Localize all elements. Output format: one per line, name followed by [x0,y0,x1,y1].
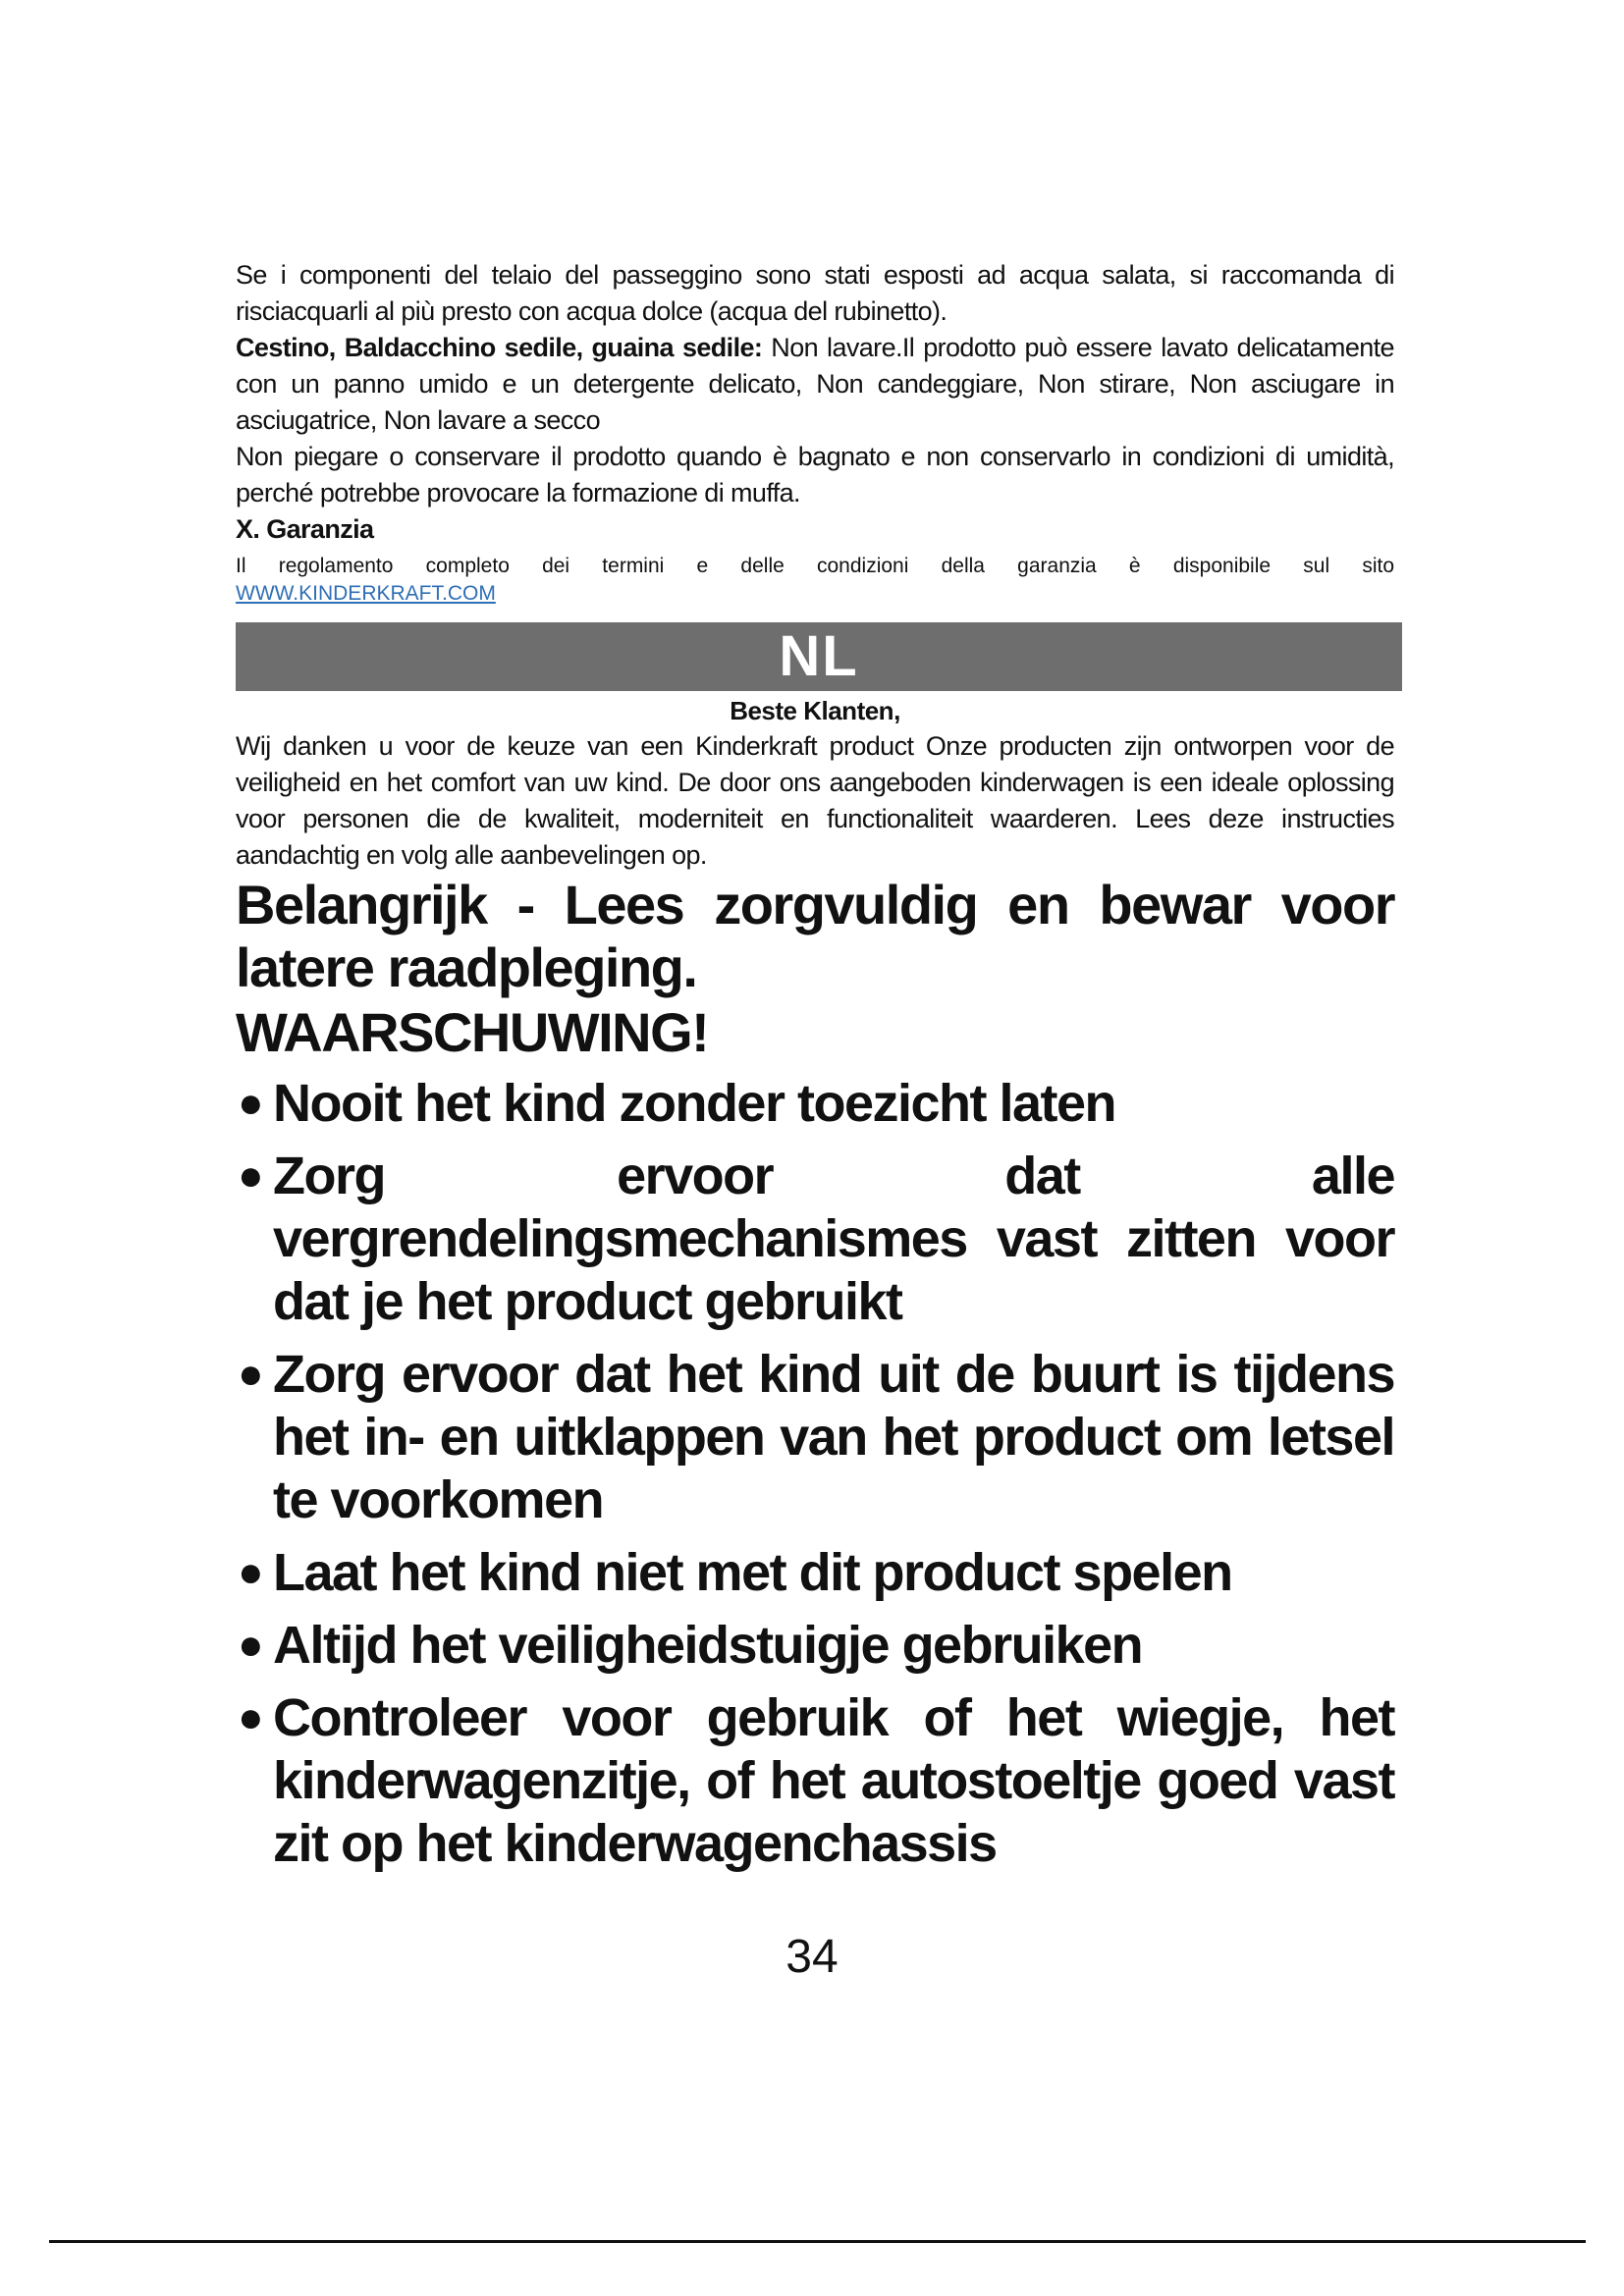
warning-list-item: ● Laat het kind niet met dit product spelen [238,1543,1232,1602]
cleaning-paragraph [236,330,1394,439]
greeting: Beste Klanten, [730,696,900,725]
page-number: 34 [785,1931,839,1983]
warranty-link[interactable]: WWW.KINDERKRAFT.COM [236,582,496,605]
warning-list-item: ● Nooit het kind zonder toezicht laten [238,1074,1116,1133]
intro-paragraph: Wij danken u voor de keuze van een Kinderkraft product Onze producten zijn ontworpen voor de veiligheid en het comfort van uw kind. De door ons aangeboden kinderwagen is een ideale oplossing voor personen die de kwaliteit, moderniteit en functionaliteit waarderen. Lees deze instructies aandachtig en volg alle aanbevelingen op. [236,731,1394,870]
language-section-bar: NL [236,622,1402,691]
bullet-icon: ● [238,1151,263,1200]
bullet-icon: ● [238,1693,263,1741]
bullet-icon: ● [238,1621,263,1669]
warning-list-item: ● Zorg ervoor dat het kind uit de buurt is tijdens het in- en uitklappen van het product om letsel te voorkomen [238,1345,1394,1529]
warranty-text: Il regolamento completo dei termini e delle condizioni della garanzia è disponibile sul sito [236,555,1394,577]
cleaning-text: Non lavare.Il prodotto può essere lavato delicatamente con un panno umido e un detergente delicato, Non candeggiare, Non stirare, Non asciugare in asciugatrice, Non lavare a secco [236,333,1394,435]
important-heading: Belangrijk - Lees zorgvuldig en bewar voor latere raadpleging. [236,874,1394,998]
cleaning-label: Cestino, Baldacchino sedile, guaina sedile: [236,333,763,362]
storage-paragraph: Non piegare o conservare il prodotto quando è bagnato e non conservarlo in condizioni di umidità, perché potrebbe provocare la formazione di muffa. [236,442,1394,507]
manual-page [236,257,1394,1885]
bullet-icon: ● [238,1079,263,1127]
footer-divider [49,2240,1586,2243]
warning-list-item: ● Zorg ervoor dat alle vergrendelingsmechanismes vast zitten voor dat je het product gebruikt [238,1147,1394,1331]
warning-heading: WAARSCHUWING! [236,1001,709,1063]
warning-list [236,1072,1394,1875]
rinse-paragraph: Se i componenti del telaio del passeggino sono stati esposti ad acqua salata, si raccomanda di risciacquarli al più presto con acqua dolce (acqua del rubinetto). [236,260,1394,326]
bullet-icon: ● [238,1548,263,1596]
warning-list-item: ● Altijd het veiligheidstuigje gebruiken [238,1616,1143,1675]
bullet-icon: ● [238,1350,263,1398]
warning-list-item: ● Controleer voor gebruik of het wiegje, het kinderwagenzitje, of het autostoeltje goed vast zit op het kinderwagenchassis [238,1688,1394,1873]
warranty-heading: X. Garanzia [236,514,374,544]
